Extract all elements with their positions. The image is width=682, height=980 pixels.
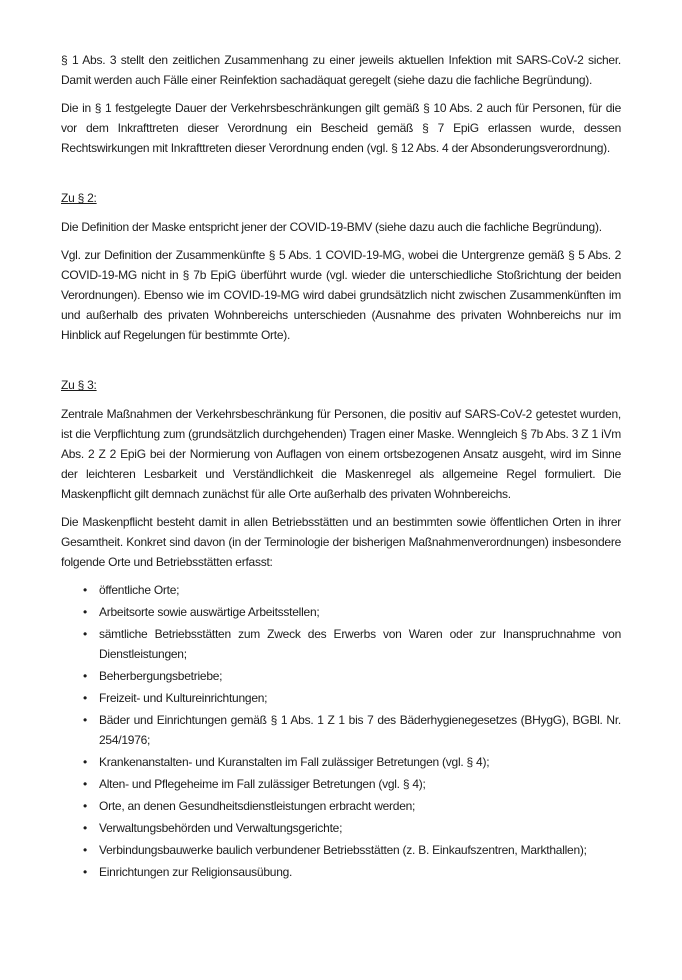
list-item: • Bäder und Einrichtungen gemäß § 1 Abs. 1 Z 1 bis 7 des Bäderhygienegesetzes (BHygG), BGBl. Nr. 254/1976; xyxy=(99,710,621,750)
intro-paragraph-1: § 1 Abs. 3 stellt den zeitlichen Zusammenhang zu einer jeweils aktuellen Infektion mit SARS-CoV-2 sicher. Damit werden auch Fälle einer Reinfektion sachadäquat geregelt (siehe dazu die fachliche Begründung). xyxy=(61,53,621,87)
list-item: • Beherbergungsbetriebe; xyxy=(99,666,621,686)
section-3-paragraph-2: Die Maskenpflicht besteht damit in allen Betriebsstätten und an bestimmten sowie öffentlichen Orten in ihrer Gesamtheit. Konkret sind davon (in der Terminologie der bisherigen Maßnahmenverordnungen) insbesondere folgende Orte und Betriebsstätten erfasst: xyxy=(61,515,621,569)
section-heading-zu-par-2: Zu § 2: xyxy=(61,191,97,205)
list-item: • öffentliche Orte; xyxy=(99,580,621,600)
list-item: • Krankenanstalten- und Kuranstalten im Fall zulässiger Betretungen (vgl. § 4); xyxy=(99,752,621,772)
section-3-paragraph-1: Zentrale Maßnahmen der Verkehrsbeschränkung für Personen, die positiv auf SARS-CoV-2 getestet wurden, ist die Verpflichtung zum (grundsätzlich durchgehenden) Tragen einer Maske. Wenngleich § 7b Abs. 3 Z 1 iVm Abs. 2 Z 2 EpiG bei der Normierung von Auflagen von einem ortsbezogenen Ansatz ausgeht, wird im Sinne der leichteren Lesbarkeit und Verständlichkeit die Maskenregel als allgemeine Regel formuliert. Die Maskenpflicht gilt demnach zunächst für alle Orte außerhalb des privaten Wohnbereichs. xyxy=(61,407,621,501)
list-item: • Alten- und Pflegeheime im Fall zulässiger Betretungen (vgl. § 4); xyxy=(99,774,621,794)
section-heading-zu-par-3: Zu § 3: xyxy=(61,378,97,392)
list-item: • sämtliche Betriebsstätten zum Zweck des Erwerbs von Waren oder zur Inanspruchnahme von Dienstleistungen; xyxy=(99,624,621,664)
section-2 xyxy=(61,188,621,208)
intro-paragraph-2: Die in § 1 festgelegte Dauer der Verkehrsbeschränkungen gilt gemäß § 10 Abs. 2 auch für Personen, für die vor dem Inkrafttreten dieser Verordnung ein Bescheid gemäß § 7 EpiG erlassen wurde, dessen Rechtswirkungen mit Inkrafttreten dieser Verordnung enden (vgl. § 12 Abs. 4 der Absonderungsverordnung). xyxy=(61,101,621,155)
section-3 xyxy=(61,375,621,395)
list-item: • Einrichtungen zur Religionsausübung. xyxy=(99,862,621,882)
list-item: • Verbindungsbauwerke baulich verbundener Betriebsstätten (z. B. Einkaufszentren, Markthallen); xyxy=(99,840,621,860)
section-2-paragraph-2: Vgl. zur Definition der Zusammenkünfte § 5 Abs. 1 COVID-19-MG, wobei die Untergrenze gemäß § 5 Abs. 2 COVID-19-MG nicht in § 7b EpiG überführt wurde (vgl. wieder die unterschiedliche Stoßrichtung der beiden Verordnungen). Ebenso wie im COVID-19-MG wird dabei grundsätzlich nicht zwischen Zusammenkünften im und außerhalb des privaten Wohnbereichs unterschieden (Ausnahme des privaten Wohnbereichs nur im Hinblick auf Regelungen für bestimmte Orte). xyxy=(61,248,621,342)
section-2-paragraph-1: Die Definition der Maske entspricht jener der COVID-19-BMV (siehe dazu auch die fachliche Begründung). xyxy=(61,220,602,234)
list-item: • Verwaltungsbehörden und Verwaltungsgerichte; xyxy=(99,818,621,838)
list-item: • Freizeit- und Kultureinrichtungen; xyxy=(99,688,621,708)
list-item: • Orte, an denen Gesundheitsdienstleistungen erbracht werden; xyxy=(99,796,621,816)
list-item: • Arbeitsorte sowie auswärtige Arbeitsstellen; xyxy=(99,602,621,622)
locations-bullet-list xyxy=(61,580,621,882)
